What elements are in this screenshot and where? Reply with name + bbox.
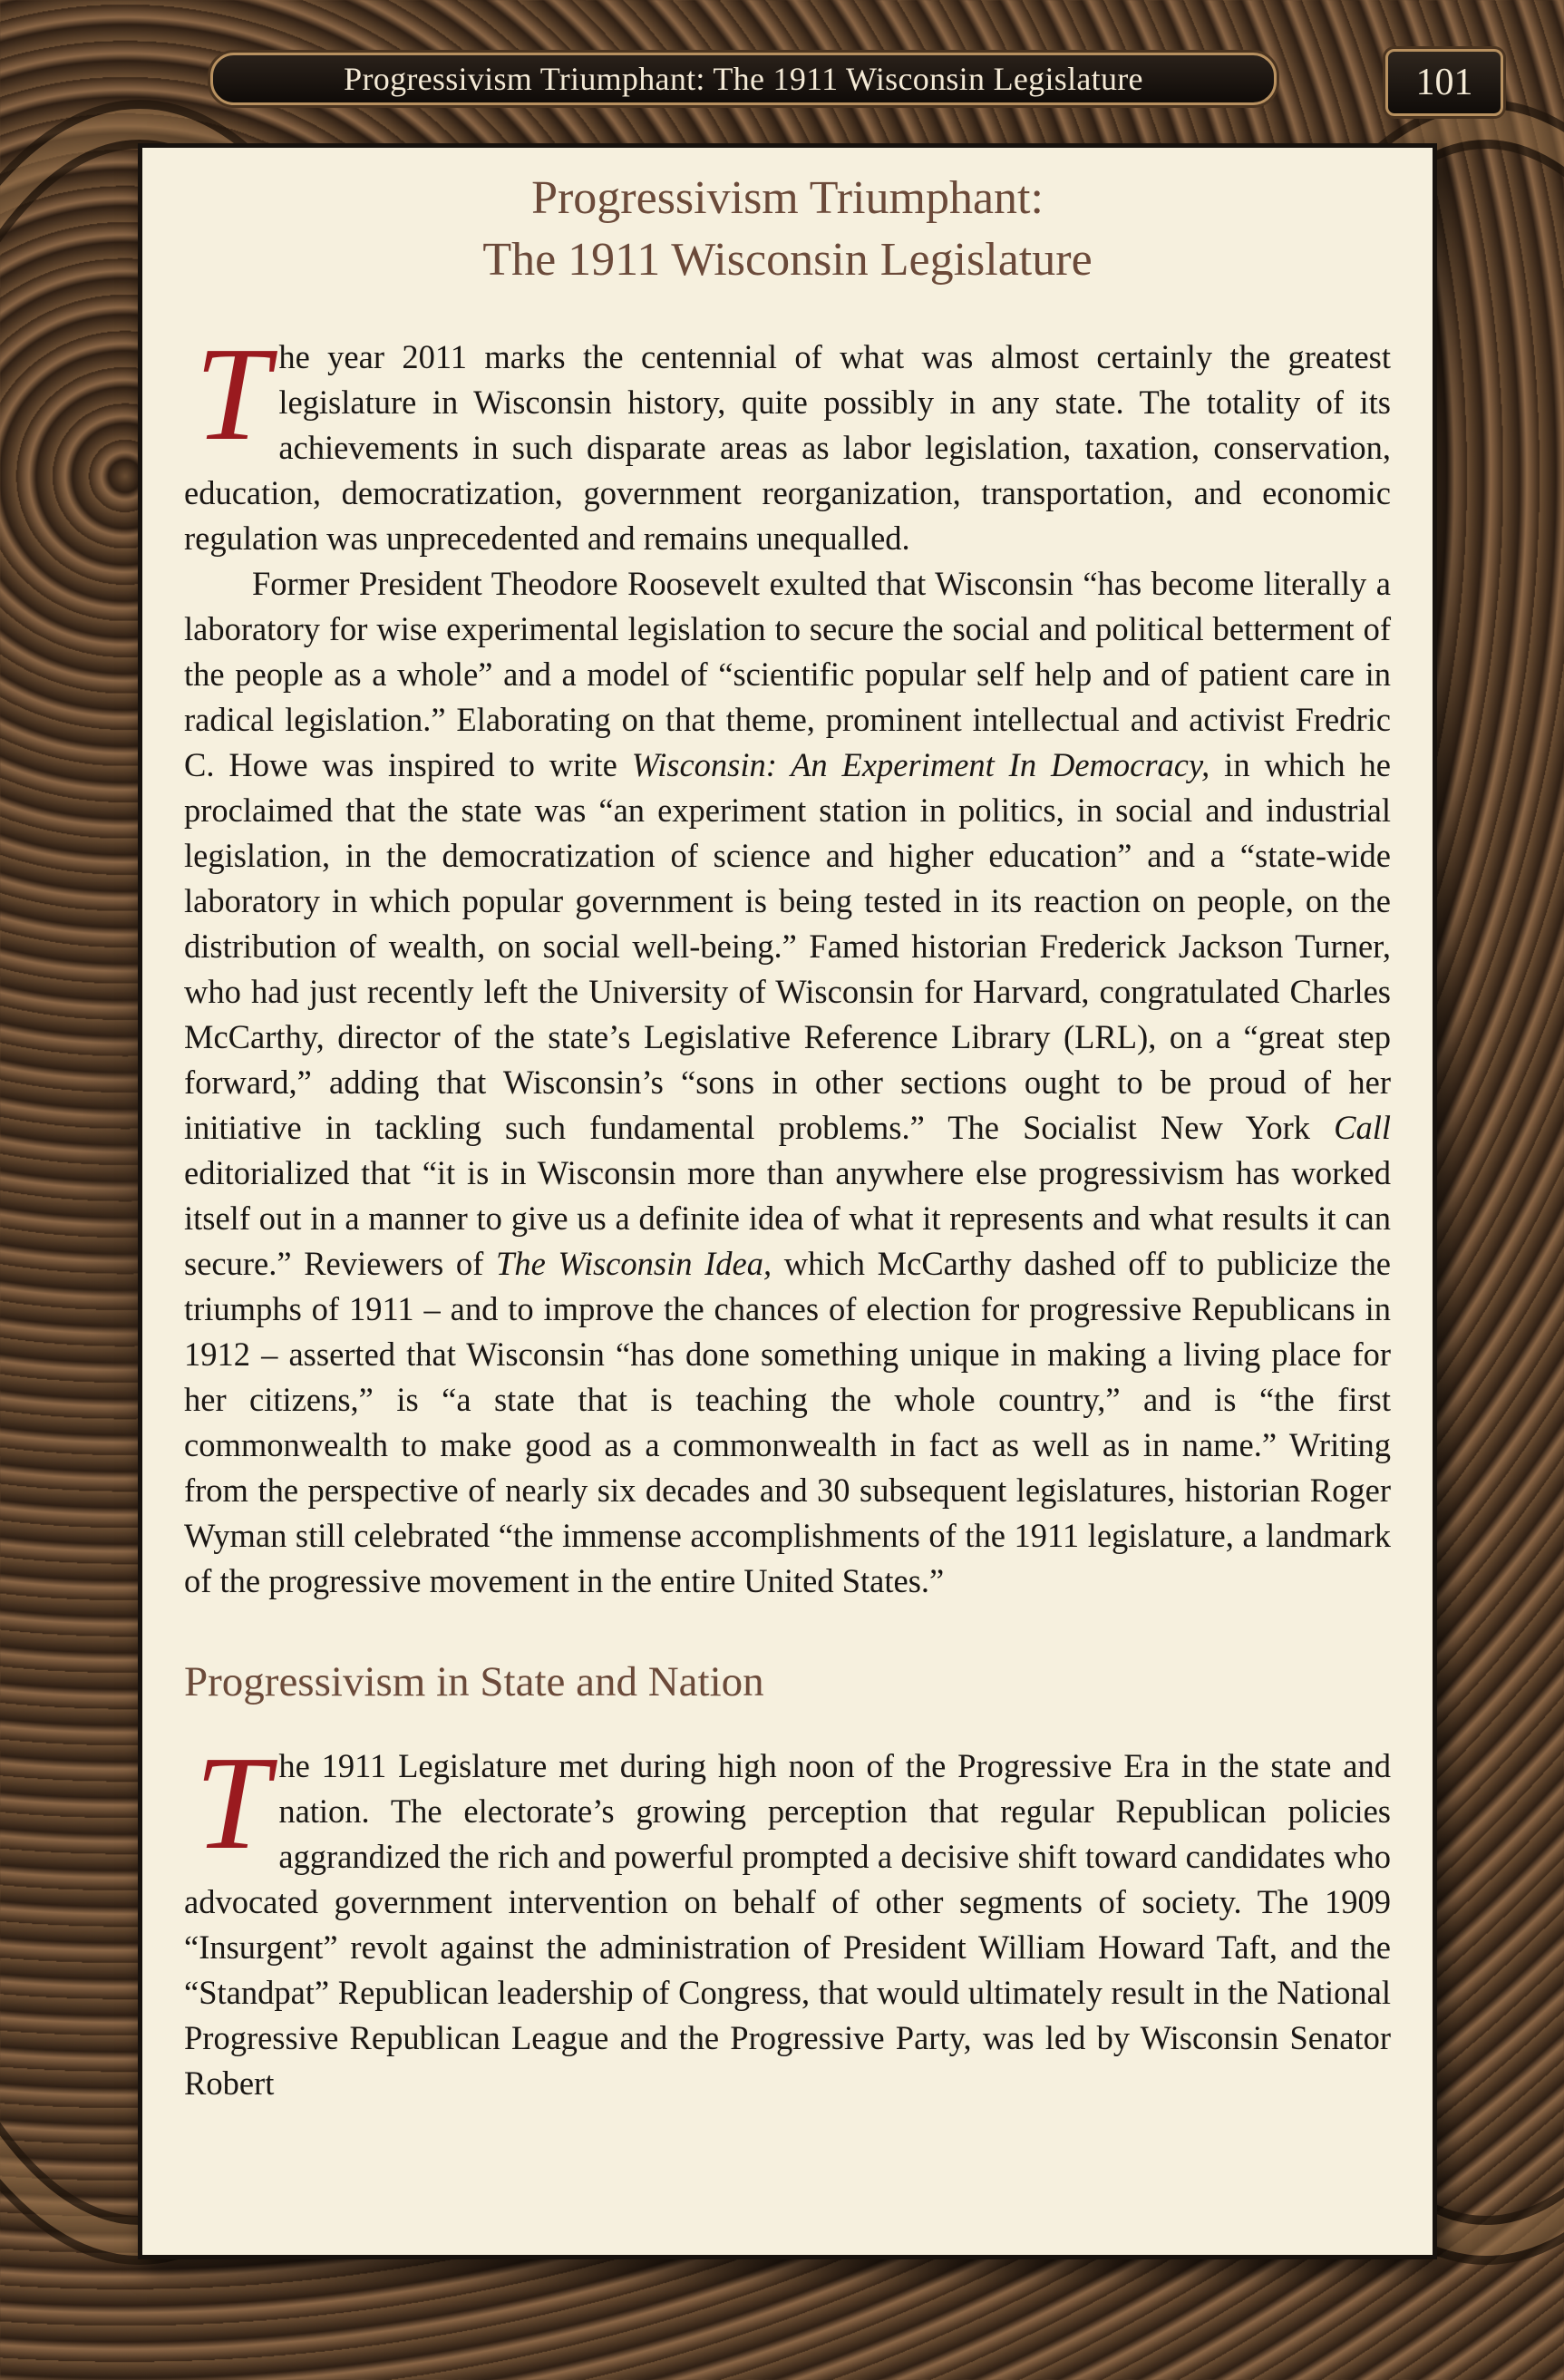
paragraph-praise-text-c: editorialized that “it is in Wisconsin more than anywhere else progressivism has worked itself out in a manner to give us a definite idea of what it represents and what results it can secure.” Reviewers of: [184, 1154, 1391, 1282]
paragraph-praise-text-d: which McCarthy dashed off to publicize the triumphs of 1911 – and to improve the chances of election for progressive Republicans in 1912 – asserted that Wisconsin “has done something unique in making a living place for her citizens,” is “a state that is teaching the whole country,” and is “the first commonwealth to make good as a commonwealth in fact as well as in name.” Writing from the perspective of nearly six decades and 30 subsequent legislatures, historian Roger Wyman still celebrated “the immense accomplishments of the 1911 legislature, a landmark of the progressive movement in the entire United States.”: [184, 1245, 1392, 1599]
book-title-experiment: Wisconsin: An Experiment In Democracy,: [631, 746, 1210, 783]
paragraph-intro: [184, 320, 1391, 561]
newspaper-title-call: Call: [1334, 1109, 1391, 1146]
drop-cap: T: [195, 320, 270, 469]
article-panel: [138, 143, 1437, 2259]
section-heading: Progressivism in State and Nation: [184, 1658, 764, 1705]
paragraph-intro-text: he year 2011 marks the centennial of what was almost certainly the greatest legislature in Wisconsin history, quite possibly in any state. The totality of its achievements in such disparate areas as labor legislation, taxation, conservation, education, democratization, government reorganization, transportation, and economic regulation was unprecedented and remains unequalled.: [184, 338, 1391, 557]
paragraph-praise-text-a: Former President Theodore Roosevelt exulted that Wisconsin “has become literally a laboratory for wise experimental legislation to secure the social and political betterment of the people as a whole” and a model of “scientific popular self help and of patient care in radical legislation.” Elaborating on that theme, prominent intellectual and activist Fredric C. Howe was inspired to write: [184, 565, 1391, 783]
paragraph-state-nation: [184, 1729, 1391, 2106]
running-header: [210, 53, 1277, 105]
paragraph-state-nation-text: he 1911 Legislature met during high noon of the Progressive Era in the state and nation. The electorate’s growing perception that regular Republican policies aggrandized the rich and powerful prompted a decisive shift toward candidates who advocated government intervention on behalf of other segments of society. The 1909 “Insurgent” revolt against the administration of President William Howard Taft, and the “Standpat” Republican leadership of Congress, that would ultimately result in the National Progressive Republican League and the Progressive Party, was led by Wisconsin Senator Robert: [184, 1747, 1391, 2102]
article-title-line-2: The 1911 Wisconsin Legislature: [482, 234, 1093, 286]
page-number: [1385, 49, 1503, 116]
article-title: [184, 168, 1391, 291]
drop-cap: T: [195, 1729, 270, 1878]
paragraph-praise-text-b: in which he proclaimed that the state was “an experiment station in politics, in social and industrial legislation, in the democratization of science and higher education” and a “state-wide laboratory in which popular government is being tested in its reaction on people, on the distribution of wealth, on social well-being.” Famed historian Frederick Jackson Turner, who had just recently left the University of Wisconsin for Harvard, congratulated Charles McCarthy, director of the state’s Legislative Reference Library (LRL), on a “great step forward,” adding that Wisconsin’s “sons in other sections ought to be proud of her initiative in tackling such fundamental problems.” The Socialist New York: [184, 746, 1391, 1146]
page-number-value: 101: [1415, 62, 1473, 103]
article-title-line-1: Progressivism Triumphant:: [531, 172, 1044, 224]
paragraph-praise: [184, 561, 1391, 1604]
running-header-title: Progressivism Triumphant: The 1911 Wisconsin Legislature: [344, 61, 1143, 97]
book-title-wisconsin-idea: The Wisconsin Idea,: [496, 1245, 772, 1282]
